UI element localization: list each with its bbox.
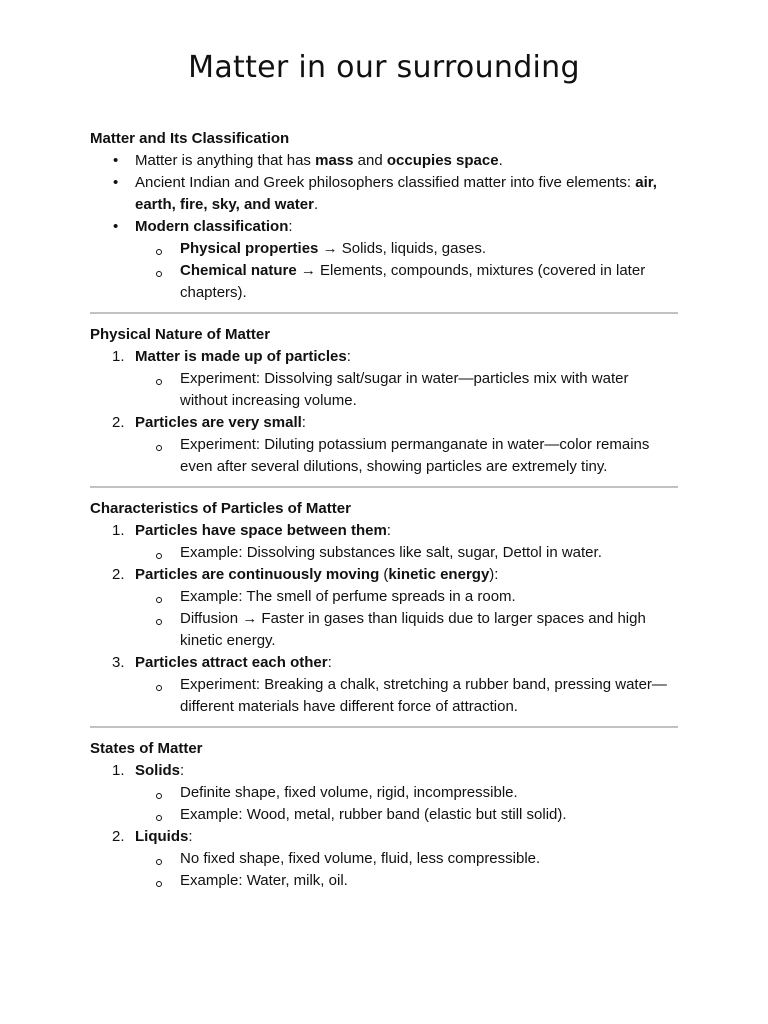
list-number: 3. bbox=[112, 654, 125, 671]
text: : bbox=[180, 762, 185, 779]
section-divider bbox=[90, 486, 678, 488]
text: : bbox=[327, 654, 332, 671]
list-item bbox=[90, 172, 678, 216]
sub-list-item: Experiment: Breaking a chalk, stretching a rubber band, pressing water—different materials have different force of attraction. bbox=[135, 674, 678, 718]
sub-list bbox=[135, 368, 678, 412]
section-heading: Characteristics of Particles of Matter bbox=[90, 500, 351, 517]
sub-list bbox=[135, 434, 678, 478]
numbered-list bbox=[90, 346, 678, 478]
bold-text: mass bbox=[315, 152, 354, 169]
sub-list-item: Experiment: Dissolving salt/sugar in water—particles mix with water without increasing volume. bbox=[135, 368, 678, 412]
sub-list-item: Example: Dissolving substances like salt, sugar, Dettol in water. bbox=[135, 542, 678, 564]
sub-list-item: No fixed shape, fixed volume, fluid, less compressible. bbox=[135, 848, 678, 870]
text: : bbox=[346, 348, 351, 365]
bold-text: air, earth, fire, sky, and water bbox=[135, 174, 657, 213]
text: and bbox=[353, 152, 387, 169]
sub-list bbox=[135, 782, 678, 826]
sub-list bbox=[135, 674, 678, 718]
text: : bbox=[288, 218, 293, 235]
numbered-list bbox=[90, 520, 678, 718]
section-heading: Matter and Its Classification bbox=[90, 130, 290, 147]
list-number: 1. bbox=[112, 762, 125, 779]
text: → Solids, liquids, gases. bbox=[318, 240, 486, 257]
bullet-list bbox=[90, 150, 678, 304]
text: . bbox=[313, 196, 319, 213]
sub-list-item: Example: Wood, metal, rubber band (elastic but still solid). bbox=[135, 804, 678, 826]
bold-text: Particles attract each other bbox=[135, 654, 328, 671]
sub-list-item: Example: The smell of perfume spreads in a room. bbox=[135, 586, 678, 608]
bold-text: occupies space bbox=[386, 152, 499, 169]
text: : bbox=[386, 522, 391, 539]
text: → Elements, compounds, mixtures (covered in later chapters). bbox=[180, 262, 646, 301]
sub-list-item: Example: Water, milk, oil. bbox=[135, 870, 678, 892]
sub-list-item bbox=[135, 260, 678, 304]
list-number: 2. bbox=[112, 566, 125, 583]
text: ): bbox=[489, 566, 499, 583]
list-item bbox=[90, 652, 678, 718]
numbered-list bbox=[90, 760, 678, 892]
section-heading: States of Matter bbox=[90, 740, 203, 757]
section-heading: Physical Nature of Matter bbox=[90, 326, 271, 343]
bold-text: Particles are continuously moving bbox=[135, 566, 380, 583]
list-number: 2. bbox=[112, 414, 125, 431]
text: : bbox=[188, 828, 193, 845]
bold-text: Particles have space between them bbox=[135, 522, 387, 539]
sub-list bbox=[135, 542, 678, 564]
section-divider bbox=[90, 726, 678, 728]
sub-list bbox=[135, 586, 678, 652]
list-item bbox=[90, 564, 678, 652]
bold-text: Matter is made up of particles bbox=[135, 348, 347, 365]
text: ( bbox=[379, 566, 389, 583]
text: Matter is anything that has bbox=[135, 152, 316, 169]
list-number: 2. bbox=[112, 828, 125, 845]
bold-text: Solids bbox=[135, 762, 181, 779]
bold-text: Chemical nature bbox=[180, 262, 297, 279]
section-divider bbox=[90, 312, 678, 314]
list-item bbox=[90, 826, 678, 892]
section-particle-characteristics bbox=[90, 498, 678, 718]
sub-list-item: Diffusion → Faster in gases than liquids due to larger spaces and high kinetic energy. bbox=[135, 608, 678, 652]
list-item bbox=[90, 346, 678, 412]
section-physical-nature bbox=[90, 324, 678, 478]
text: . bbox=[498, 152, 503, 169]
bold-text: kinetic energy bbox=[388, 566, 490, 583]
list-item bbox=[90, 760, 678, 826]
list-item bbox=[90, 150, 678, 172]
sub-list-item bbox=[135, 238, 678, 260]
sub-list bbox=[135, 848, 678, 892]
section-states-of-matter bbox=[90, 738, 678, 892]
bold-text: Physical properties bbox=[180, 240, 319, 257]
sub-list-item: Definite shape, fixed volume, rigid, incompressible. bbox=[135, 782, 678, 804]
section-matter-classification bbox=[90, 128, 678, 304]
sub-list-item: Experiment: Diluting potassium permanganate in water—color remains even after several dilutions, showing particles are extremely tiny. bbox=[135, 434, 678, 478]
list-item bbox=[90, 520, 678, 564]
page-title: Matter in our surrounding bbox=[188, 50, 580, 85]
bold-text: Liquids bbox=[135, 828, 189, 845]
text: : bbox=[301, 414, 306, 431]
list-item bbox=[90, 216, 678, 304]
bold-text: Particles are very small bbox=[135, 414, 302, 431]
list-number: 1. bbox=[112, 348, 125, 365]
sub-list bbox=[135, 238, 678, 304]
list-number: 1. bbox=[112, 522, 125, 539]
text: Ancient Indian and Greek philosophers classified matter into five elements: bbox=[135, 174, 636, 191]
list-item bbox=[90, 412, 678, 478]
bold-text: Modern classification bbox=[135, 218, 289, 235]
